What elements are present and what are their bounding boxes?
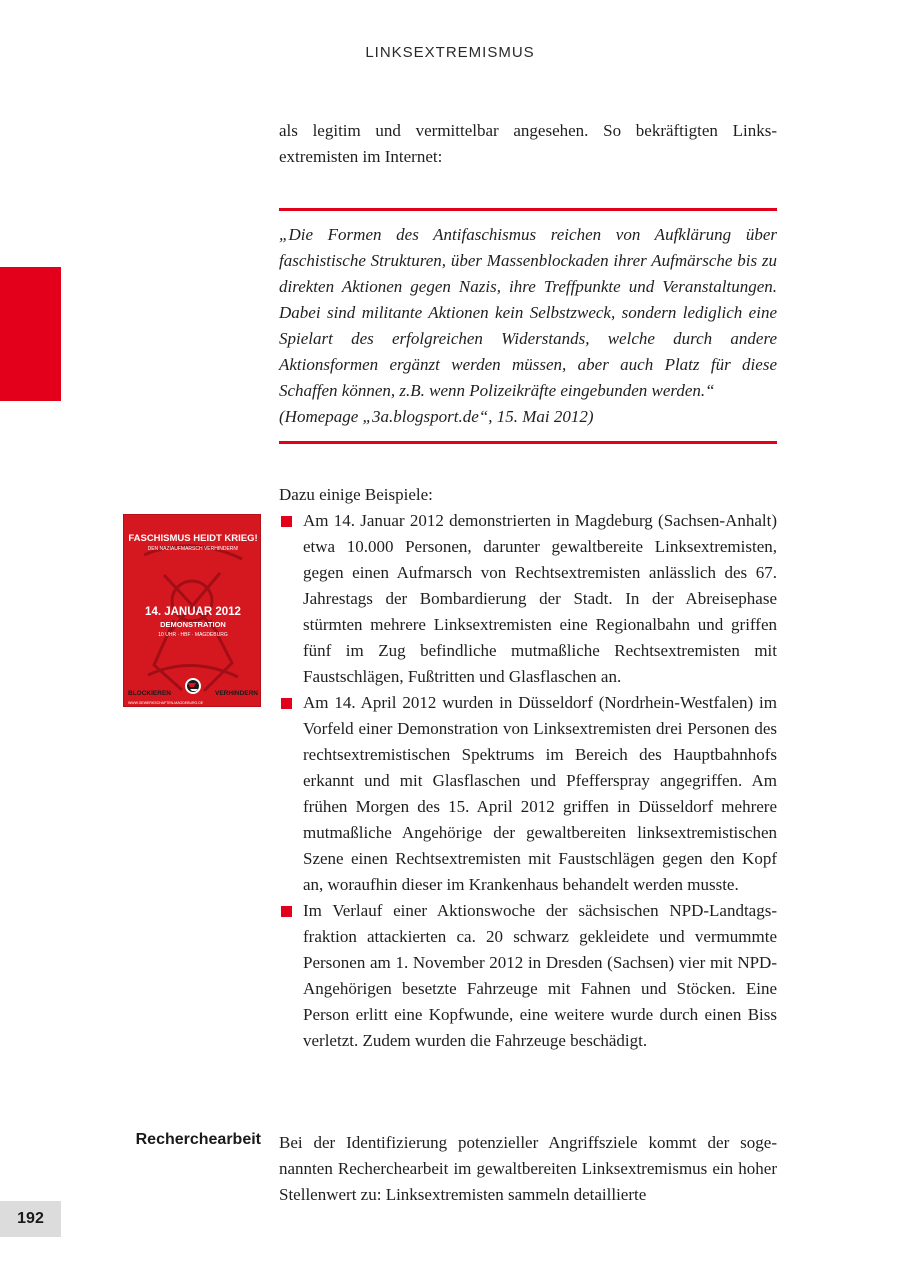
poster-event: DEMONSTRATION	[160, 620, 226, 629]
demonstration-poster-image	[123, 514, 261, 707]
list-item	[279, 508, 777, 690]
quote-top-rule	[279, 208, 777, 211]
list-item-text: Am 14. Januar 2012 demonstrierten in Magdeburg (Sachsen-Anhalt) etwa 10.000 Personen, darunter gewaltbereite Linksextremisten, gegen einen Aufmarsch von Rechtsextremisten anlässlich des 67. Jahrestags der Bombardierung der Stadt. In der Abreisephase stürmten mehrere Linksextremisten eine Regionalbahn und griffen fünf im Zug befindliche mutmaßliche Rechtsextremisten mit Faustschlägen, Fußtritten und Glasflaschen an.	[303, 511, 777, 686]
quote-block	[279, 222, 777, 430]
list-item-text: Im Verlauf einer Aktionswoche der sächsischen NPD-Landtagsfraktion attackierten ca. 20 schwarz gekleidete und vermummte Personen am 1. November 2012 in Dresden (Sachsen) vier mit NPD-Angehörigen besetzte Fahrzeuge mit Fahnen und Stöcken. Eine Person erlitt eine Kopfwunde, eine weitere wurde durch einen Biss verletzt. Zudem wurden die Fahrzeuge beschädigt.	[303, 901, 777, 1050]
red-square-bullet	[281, 698, 292, 709]
running-header: LINKSEXTREMISMUS	[365, 44, 535, 61]
examples-list	[279, 508, 777, 1054]
intro-paragraph: als legitim und vermittelbar angesehen. So bekräftigten Linksextremisten im Internet:	[279, 121, 777, 166]
red-square-bullet	[281, 516, 292, 527]
quote-source: (Homepage „3a.blogsport.de“, 15. Mai 2012)	[279, 407, 594, 426]
poster-right-slogan: VERHINDERN	[215, 690, 258, 697]
poster-footer: WWW.GEWERKSCHAFTEN-MAGDEBURG.DE	[128, 701, 204, 705]
page-number: 192	[0, 1201, 61, 1237]
chapter-marker-tab	[0, 267, 61, 401]
poster-artwork	[124, 515, 261, 707]
quote-text: „Die Formen des Antifaschismus reichen von Aufklärung über faschistische Strukturen, über Massenblockaden ihrer Aufmärsche bis zu direkten Aktionen gegen Nazis, ihre Treffpunkte und Veranstaltungen. Dabei sind militante Aktionen kein Selbstzweck, sondern lediglich eine Spielart des erfolgreichen Widerstands, welche durch andere Aktionsformen ergänzt werden müssen, aber auch Platz für diese Schaffen können, z.B. wenn Polizeikräfte eingebunden werden.“	[279, 225, 777, 400]
research-paragraph: Bei der Identifizierung potenzieller Angriffsziele kommt der sogenannten Recherchearbeit im gewaltbereiten Linksextremismus ein hoher Stellenwert zu: Linksextremisten sammeln detaillierte	[279, 1133, 777, 1204]
list-item	[279, 690, 777, 898]
red-square-bullet	[281, 906, 292, 917]
poster-left-slogan: BLOCKIEREN	[128, 690, 171, 697]
list-item	[279, 898, 777, 1054]
poster-subline: DEN NAZIAUFMARSCH VERHINDERN!	[147, 546, 239, 552]
poster-date: 14. JANUAR 2012	[145, 606, 241, 618]
list-item-text: Am 14. April 2012 wurden in Düsseldorf (Nordrhein-Westfalen) im Vorfeld einer Demonstration von Linksextremisten drei Personen des rechtsextremistischen Spektrums im Bereich des Hauptbahnhofs erkannt und mit Glasflaschen und Pfefferspray angegriffen. Am frühen Morgen des 15. April 2012 griffen in Düsseldorf mehrere mutmaßliche Angehörige der gewaltbereiten linksextremistischen Szene einen Rechtsextremisten mit Faustschlägen gegen den Kopf an, woraufhin dieser im Krankenhaus behandelt werden musste.	[303, 693, 777, 894]
poster-headline: FASCHISMUS HEIDT KRIEG!	[128, 533, 258, 544]
poster-details: 10 UHR · HBF · MAGDEBURG	[158, 632, 228, 638]
quote-bottom-rule	[279, 441, 777, 444]
margin-label-research: Recherchearbeit	[135, 1131, 261, 1148]
examples-heading: Dazu einige Beispiele:	[279, 485, 433, 504]
